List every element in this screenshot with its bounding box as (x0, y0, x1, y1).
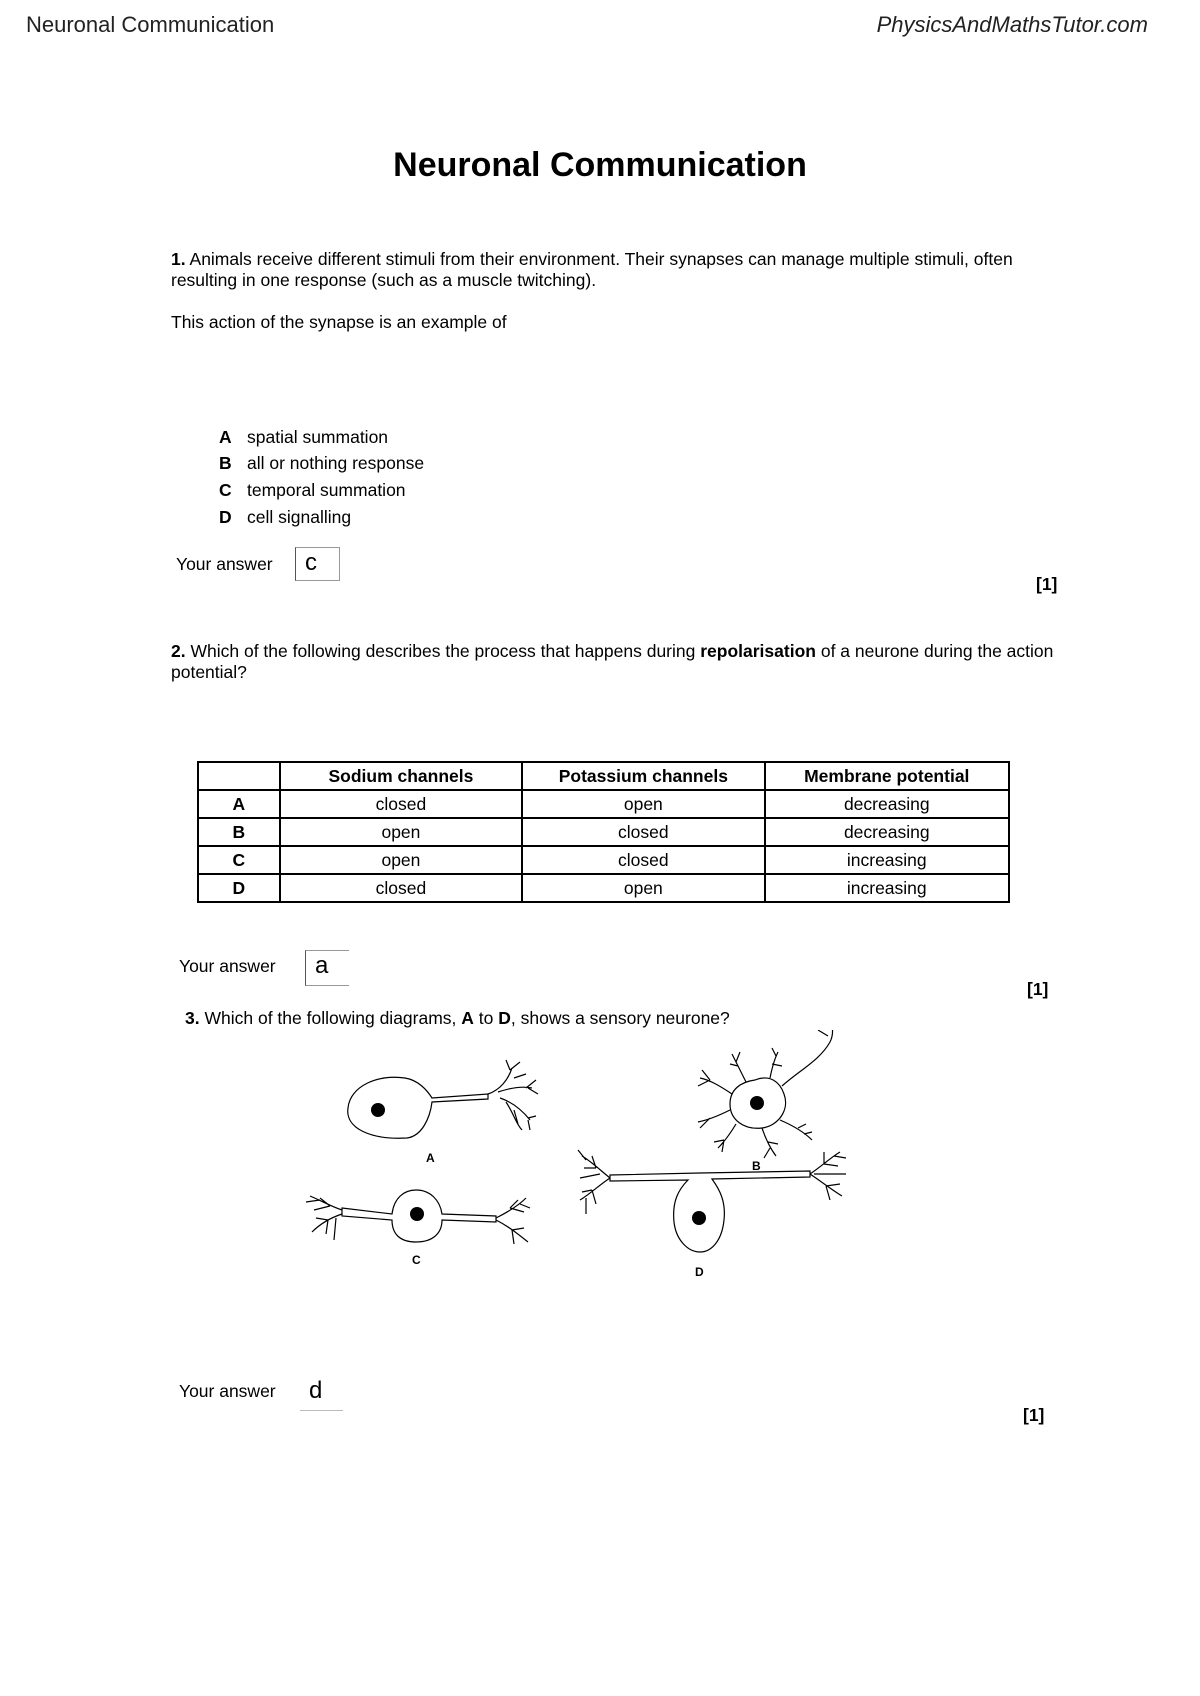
question-1-number: 1. (171, 249, 186, 269)
option-text: all or nothing response (247, 453, 425, 473)
question-1-marks: [1] (1036, 574, 1058, 594)
question-2-stem-end: of a neurone during the action potential? (171, 641, 1054, 682)
table-cell: closed (280, 790, 522, 818)
question-2-answer-label: Your answer (179, 956, 276, 976)
row-letter: B (198, 818, 280, 846)
table-cell: closed (522, 846, 764, 874)
table-row[interactable] (198, 818, 1009, 846)
question-2-keyword: repolarisation (700, 641, 816, 661)
header-cell-membrane: Membrane potential (765, 762, 1009, 790)
question-1-answer-box[interactable]: c (295, 547, 340, 581)
option-letter: D (219, 507, 232, 527)
table-cell: decreasing (765, 818, 1009, 846)
neuron-diagram-b (698, 1030, 844, 1173)
question-3-text (185, 1008, 1085, 1029)
table-cell: increasing (765, 846, 1009, 874)
question-2-stem-start: Which of the following describes the process that happens during (190, 641, 701, 661)
table-cell: closed (280, 874, 522, 902)
table-row[interactable] (198, 790, 1009, 818)
question-3-number: 3. (185, 1008, 200, 1028)
table-cell: open (280, 846, 522, 874)
diagram-label-a: A (426, 1151, 435, 1165)
question-1-option-c[interactable] (219, 480, 406, 501)
question-3-stem-mid: to (473, 1008, 499, 1028)
table-cell: open (280, 818, 522, 846)
question-2-text (171, 641, 1071, 683)
table-cell: open (522, 874, 764, 902)
row-letter: D (198, 874, 280, 902)
question-2-options-table (197, 761, 1010, 903)
header-cell-potassium: Potassium channels (522, 762, 764, 790)
question-1-text (171, 249, 1071, 291)
question-2-marks: [1] (1027, 979, 1049, 999)
question-3-marks: [1] (1023, 1405, 1045, 1425)
table-header-row (198, 762, 1009, 790)
question-1-stem: Animals receive different stimuli from their environment. Their synapses can manage multiple stimuli, often resulting in one response (such as a muscle twitching). (171, 249, 1013, 290)
question-1-option-b[interactable] (219, 453, 424, 474)
option-text: spatial summation (247, 427, 389, 447)
question-2-answer-box[interactable]: a (305, 950, 349, 986)
table-cell: increasing (765, 874, 1009, 902)
neuron-diagram-c (306, 1190, 530, 1267)
option-text: cell signalling (247, 507, 352, 527)
question-2-number: 2. (171, 641, 186, 661)
question-1-answer-label: Your answer (176, 554, 273, 574)
question-3-bold-d: D (498, 1008, 511, 1028)
question-3-stem-start: Which of the following diagrams, (204, 1008, 462, 1028)
question-1-option-a[interactable] (219, 427, 388, 448)
question-3-stem-end: , shows a sensory neurone? (510, 1008, 730, 1028)
header-cell-sodium: Sodium channels (280, 762, 522, 790)
header-cell-blank (198, 762, 280, 790)
option-text: temporal summation (247, 480, 406, 500)
option-letter: C (219, 480, 232, 500)
table-cell: open (522, 790, 764, 818)
diagram-label-b: B (752, 1159, 761, 1173)
neuron-diagram-a (348, 1060, 538, 1165)
option-letter: B (219, 453, 232, 473)
question-3-answer-box[interactable]: d (300, 1376, 343, 1411)
question-1-option-d[interactable] (219, 507, 351, 528)
question-3-answer-label: Your answer (179, 1381, 276, 1401)
question-1-prompt: This action of the synapse is an example of (171, 312, 507, 332)
row-letter: A (198, 790, 280, 818)
neuron-diagrams (300, 1030, 920, 1370)
running-header-site: PhysicsAndMathsTutor.com (876, 12, 1148, 37)
table-row[interactable] (198, 874, 1009, 902)
table-cell: decreasing (765, 790, 1009, 818)
neuron-diagram-d (578, 1150, 846, 1279)
table-cell: closed (522, 818, 764, 846)
question-3-bold-a: A (461, 1008, 474, 1028)
page-title: Neuronal Communication (393, 146, 807, 184)
table-row[interactable] (198, 846, 1009, 874)
diagram-label-c: C (412, 1253, 421, 1267)
row-letter: C (198, 846, 280, 874)
option-letter: A (219, 427, 232, 447)
diagram-label-d: D (695, 1265, 704, 1279)
running-header-title: Neuronal Communication (26, 12, 275, 37)
